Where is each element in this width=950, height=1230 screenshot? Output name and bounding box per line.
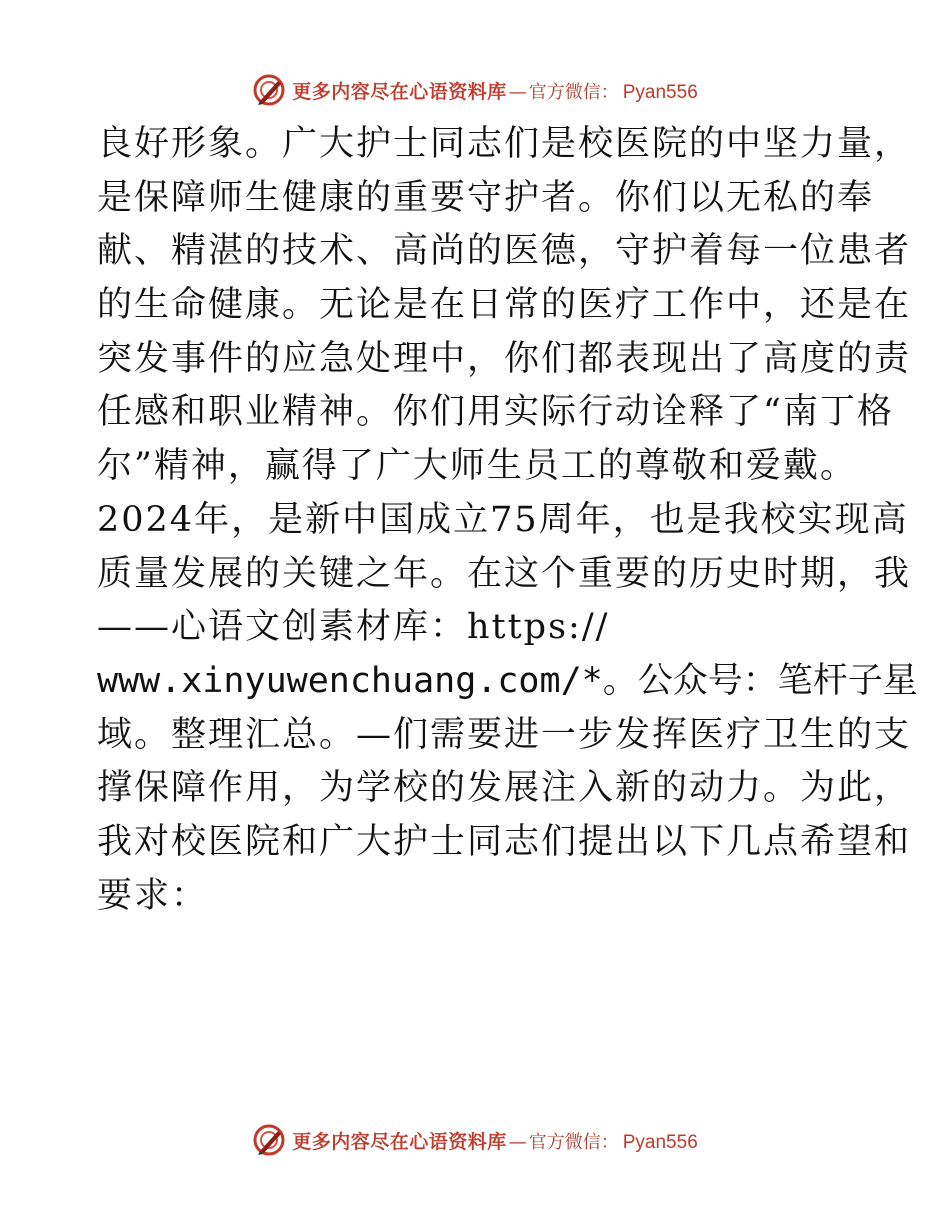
pen-logo-icon xyxy=(252,73,286,107)
body-line: 突发事件的应急处理中，你们都表现出了高度的责 xyxy=(97,338,912,379)
body-line: ——心语文创素材库：https:// xyxy=(97,607,610,648)
pen-logo-icon xyxy=(252,1123,286,1157)
body-line: 献、精湛的技术、高尚的医德，守护着每一位患者 xyxy=(97,231,912,272)
header-banner xyxy=(0,70,950,110)
banner-wechat-id: Pyan556 xyxy=(622,1131,698,1153)
body-line: 我对校医院和广大护士同志们提出以下几点希望和 xyxy=(97,821,912,862)
body-line: 是保障师生健康的重要守护者。你们以无私的奉 xyxy=(97,177,875,218)
banner-dash: — xyxy=(508,81,527,103)
body-line: 域。整理汇总。—们需要进一步发挥医疗卫生的支 xyxy=(97,714,912,755)
body-line: 任感和职业精神。你们用实际行动诠释了“南丁格 xyxy=(97,392,894,433)
body-line: 2024年，是新中国成立75周年，也是我校实现高 xyxy=(97,499,909,540)
banner-dash: — xyxy=(508,1131,527,1153)
banner-text xyxy=(292,1127,698,1154)
banner-main-text: 更多内容尽在心语资料库 xyxy=(292,1130,507,1153)
banner-wechat-label: 官方微信： xyxy=(528,1131,619,1153)
banner-wechat-id: Pyan556 xyxy=(622,81,698,103)
body-line-url: www.xinyuwenchuang.com/*。公众号：笔杆子星 xyxy=(97,660,918,701)
banner-text xyxy=(292,77,698,104)
body-line: 良好形象。广大护士同志们是校医院的中坚力量， xyxy=(97,124,912,164)
body-line: 的生命健康。无论是在日常的医疗工作中，还是在 xyxy=(97,285,912,326)
footer-banner xyxy=(0,1120,950,1160)
body-line: 撑保障作用，为学校的发展注入新的动力。为此， xyxy=(97,768,912,809)
banner-wechat-label: 官方微信： xyxy=(528,81,619,103)
body-line: 尔”精神，赢得了广大师生员工的尊敬和爱戴。 xyxy=(97,446,857,487)
body-line: 质量发展的关键之年。在这个重要的历史时期，我 xyxy=(97,553,912,594)
body-line: 要求： xyxy=(97,875,209,916)
banner-main-text: 更多内容尽在心语资料库 xyxy=(292,80,507,103)
document-body xyxy=(97,118,918,923)
